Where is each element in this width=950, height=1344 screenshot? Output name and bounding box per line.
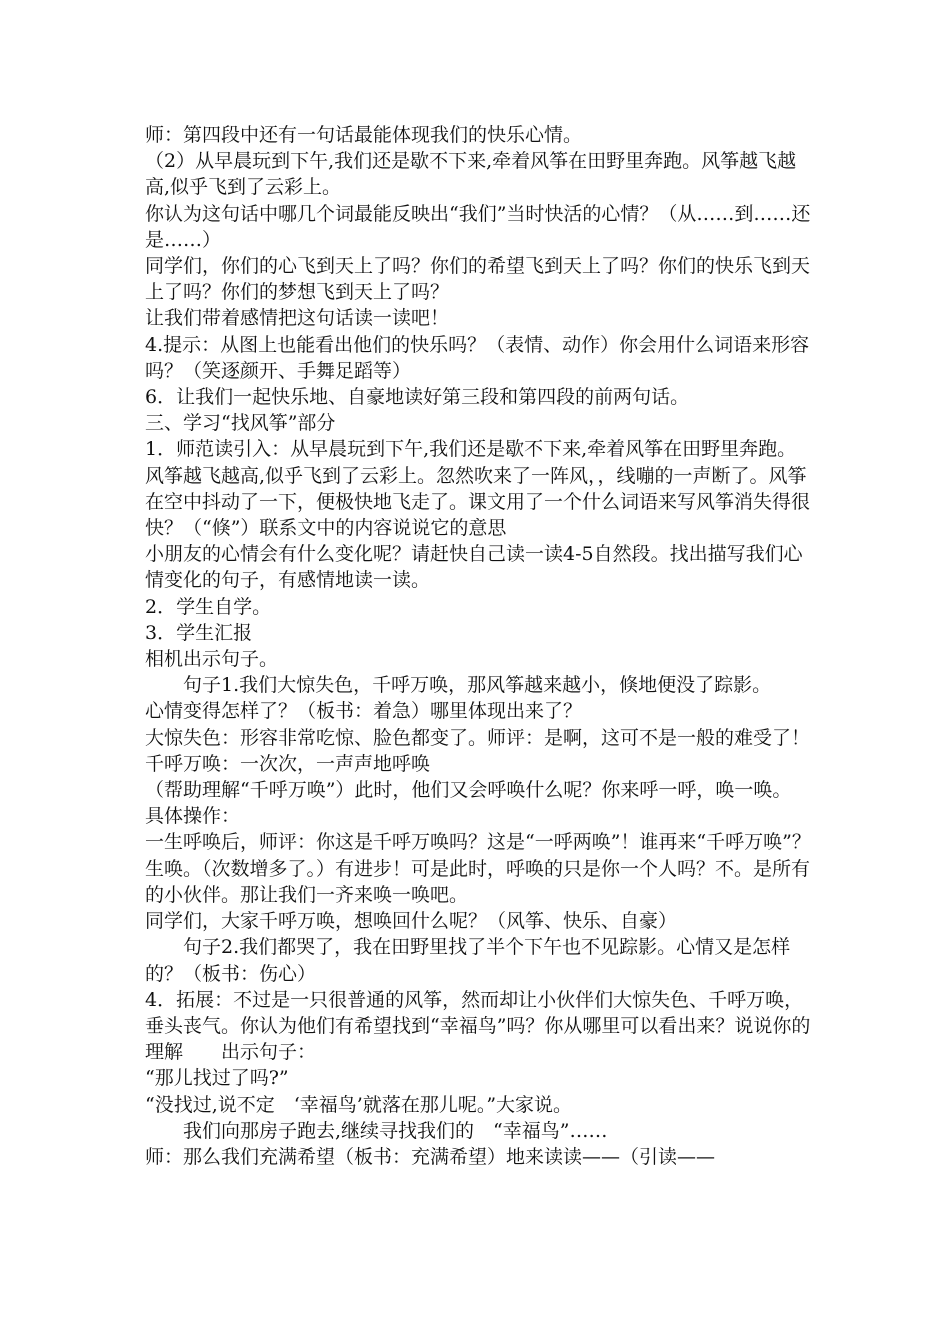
paragraph: 3．学生汇报 (145, 621, 253, 644)
paragraph: 你认为这句话中哪几个词最能反映出“我们”当时快活的心情？（从……到……还是……） (145, 202, 811, 251)
paragraph: 4.提示：从图上也能看出他们的快乐吗？（表情、动作）你会用什么词语来形容吗？（笑逐颜开、手舞足蹈等） (145, 333, 810, 382)
paragraph: 2．学生自学。 (145, 595, 272, 618)
paragraph: 具体操作： (145, 805, 241, 828)
paragraph: 师：那么我们充满希望（板书：充满希望）地来读读——（引读—— (145, 1145, 716, 1168)
example-sentence: 句子1.我们大惊失色，千呼万唤，那风筝越来越小，倏地便没了踪影。 (183, 674, 772, 697)
paragraph: （帮助理解“千呼万唤”）此时，他们又会呼唤什么呢？你来呼一呼，唤一唤。 (145, 779, 792, 802)
paragraph: 让我们带着感情把这句话读一读吧！ (145, 307, 450, 330)
paragraph: 4．拓展：不过是一只很普通的风筝，然而却让小伙伴们大惊失色、千呼万唤，垂头丧气。你认为他们有希望找到“幸福鸟”吗？你从哪里可以看出来？说说你的理解 出示句子： (145, 988, 811, 1064)
paragraph: 同学们，你们的心飞到天上了吗？你们的希望飞到天上了吗？你们的快乐飞到天上了吗？你们的梦想飞到天上了吗？ (145, 255, 811, 304)
paragraph: 师：第四段中还有一句话最能体现我们的快乐心情。 (145, 124, 583, 146)
quote-line: “那儿找过了吗?” (145, 1067, 289, 1090)
paragraph: 同学们，大家千呼万唤，想唤回什么呢？（风筝、快乐、自豪） (145, 910, 678, 933)
paragraph: 相机出示句子。 (145, 648, 279, 671)
paragraph: （2）从早晨玩到下午,我们还是歇不下来,牵着风筝在田野里奔跑。风筝越飞越高,似乎飞到了云彩上。 (145, 150, 797, 199)
paragraph: 小朋友的心情会有什么变化呢？请赶快自己读一读4-5自然段。找出描写我们心情变化的句子，有感情地读一读。 (145, 543, 803, 592)
paragraph: 6．让我们一起快乐地、自豪地读好第三段和第四段的前两句话。 (145, 386, 690, 409)
paragraph: 1．师范读引入：从早晨玩到下午,我们还是歇不下来,牵着风筝在田野里奔跑。风筝越飞越高,似乎飞到了云彩上。忽然吹来了一阵风，，线嘣的一声断了。风筝在空中抖动了一下，便极快地飞走了。课文用了一个什么词语来写风筝消失得很快？（“倏”）联系文中的内容说说它的意思 (145, 438, 811, 540)
section-heading: 三、学习“找风筝”部分 (145, 412, 336, 435)
paragraph: 一生呼唤后，师评：你这是千呼万唤吗？这是“一呼两唤”！谁再来“千呼万唤”？生唤。（次数增多了。）有进步！可是此时，呼唤的只是你一个人吗？不。是所有的小伙伴。那让我们一齐来唤一唤吧。 (145, 831, 811, 906)
paragraph: 千呼万唤：一次次，一声声地呼唤 (145, 752, 431, 775)
example-sentence: 句子2.我们都哭了，我在田野里找了半个下午也不见踪影。心情又是怎样的？（板书：伤心） (145, 936, 791, 985)
quote-line: “没找过,说不定 ‘幸福鸟’就落在那儿呢。”大家说。 (145, 1093, 573, 1116)
paragraph: 大惊失色：形容非常吃惊、脸色都变了。师评：是啊，这可不是一般的难受了！ (145, 726, 811, 749)
paragraph: 心情变得怎样了？（板书：着急）哪里体现出来了？ (145, 700, 583, 723)
quote-line: 我们向那房子跑去,继续寻找我们的 “幸福鸟”…… (183, 1119, 608, 1142)
document-body (145, 122, 813, 1170)
